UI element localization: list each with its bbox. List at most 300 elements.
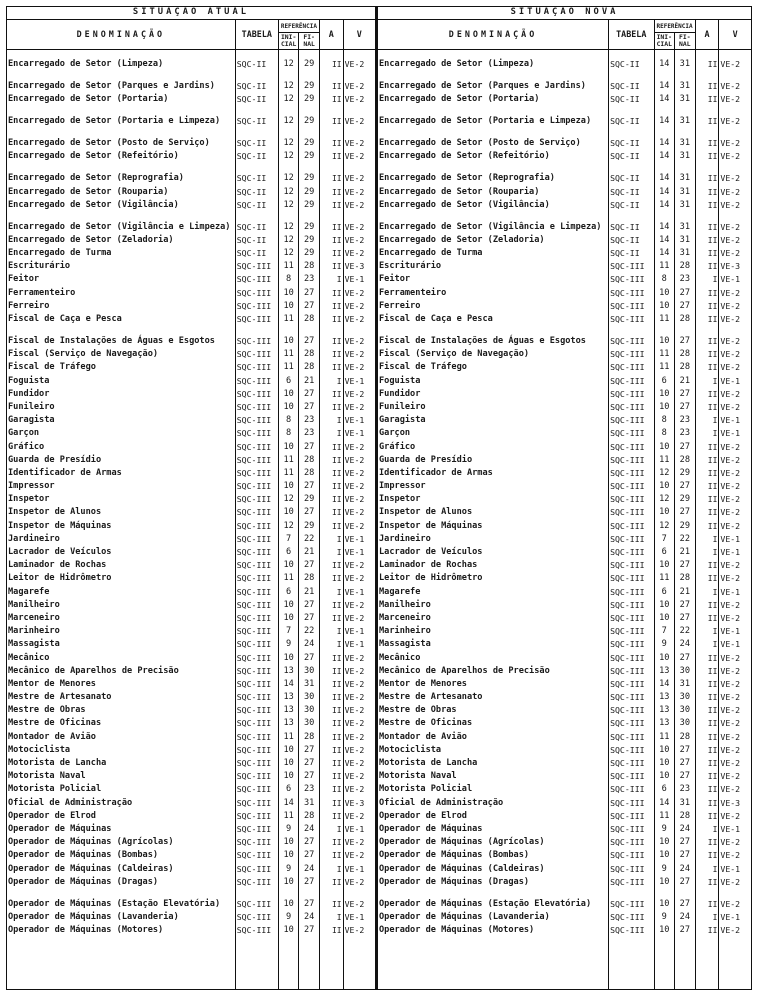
- a-cell: II: [695, 91, 719, 104]
- v-cell: VE-2: [719, 210, 752, 232]
- tabela-cell: SQC-III: [609, 861, 654, 874]
- denominacao-cell: Oficial de Administração: [8, 797, 133, 808]
- ref-final-cell: 30: [675, 702, 696, 715]
- ref-final-cell: 30: [675, 689, 696, 702]
- ref-inicial-cell: 14: [654, 56, 675, 69]
- ref-inicial-cell: 14: [654, 232, 675, 245]
- table-row: [7, 272, 376, 285]
- ref-inicial-cell: 14: [278, 676, 299, 689]
- tabela-cell: SQC-III: [609, 702, 654, 715]
- v-cell: VE-2: [343, 570, 375, 583]
- denominacao-cell: Motorista Naval: [379, 771, 457, 782]
- denominacao-cell: Manilheiro: [8, 599, 60, 610]
- tabela-cell: SQC-III: [609, 610, 654, 623]
- denominacao-cell: Funileiro: [8, 401, 55, 412]
- a-cell: II: [319, 570, 343, 583]
- ref-inicial-cell: 8: [278, 412, 299, 425]
- denominacao-cell: Operador de Máquinas (Lavanderia): [379, 911, 550, 922]
- a-cell: II: [319, 465, 343, 478]
- ref-inicial-cell: 13: [278, 702, 299, 715]
- tabela-cell: SQC-II: [609, 184, 654, 197]
- tabela-cell: SQC-III: [235, 922, 278, 935]
- table-row: [377, 285, 752, 298]
- col-inicial: INI-CIAL: [278, 33, 299, 50]
- v-cell: VE-1: [343, 544, 375, 557]
- ref-inicial-cell: 14: [654, 210, 675, 232]
- denominacao-cell: Mecânico de Aparelhos de Precisão: [379, 665, 550, 676]
- a-cell: II: [319, 795, 343, 808]
- ref-final-cell: 30: [299, 716, 320, 729]
- a-cell: II: [695, 650, 719, 663]
- a-cell: II: [695, 887, 719, 909]
- v-cell: VE-1: [343, 412, 375, 425]
- denominacao-cell: Ferreiro: [379, 300, 421, 311]
- tabela-cell: SQC-III: [609, 557, 654, 570]
- table-row: [377, 210, 752, 232]
- ref-final-cell: 24: [675, 909, 696, 922]
- ref-inicial-cell: 10: [654, 597, 675, 610]
- v-cell: VE-2: [719, 386, 752, 399]
- tabela-cell: SQC-III: [609, 373, 654, 386]
- denominacao-cell: Encarregado de Setor (Portaria e Limpeza): [379, 116, 592, 127]
- v-cell: VE-2: [719, 610, 752, 623]
- right-section-title: SITUAÇÃO NOVA: [377, 7, 752, 20]
- table-row: [377, 439, 752, 452]
- tabela-cell: SQC-III: [235, 676, 278, 689]
- table-row: [377, 922, 752, 935]
- ref-final-cell: 27: [299, 650, 320, 663]
- tabela-cell: SQC-II: [235, 56, 278, 69]
- ref-inicial-cell: 10: [278, 597, 299, 610]
- ref-inicial-cell: 11: [278, 452, 299, 465]
- denominacao-cell: Gráfico: [8, 441, 45, 452]
- col-final: FI-NAL: [299, 33, 320, 50]
- table-row: [7, 847, 376, 860]
- denominacao-cell: Operador de Máquinas (Motores): [8, 925, 164, 936]
- ref-inicial-cell: 6: [654, 584, 675, 597]
- ref-final-cell: 23: [299, 412, 320, 425]
- a-cell: II: [695, 610, 719, 623]
- v-cell: VE-1: [343, 909, 375, 922]
- denominacao-cell: Marinheiro: [8, 626, 60, 637]
- table-row: [7, 922, 376, 935]
- tabela-cell: SQC-III: [235, 663, 278, 676]
- ref-final-cell: 31: [299, 676, 320, 689]
- ref-final-cell: 27: [675, 834, 696, 847]
- denominacao-cell: Ferreiro: [8, 300, 50, 311]
- denominacao-cell: Operador de Máquinas (Estação Elevatória): [379, 898, 592, 909]
- ref-final-cell: 23: [675, 425, 696, 438]
- table-row: [377, 56, 752, 69]
- a-cell: II: [319, 69, 343, 91]
- ref-inicial-cell: 12: [654, 465, 675, 478]
- v-cell: VE-1: [719, 373, 752, 386]
- table-row: [7, 465, 376, 478]
- tabela-cell: SQC-III: [235, 373, 278, 386]
- v-cell: VE-2: [719, 311, 752, 324]
- v-cell: VE-2: [719, 742, 752, 755]
- a-cell: II: [319, 755, 343, 768]
- tabela-cell: SQC-III: [235, 909, 278, 922]
- a-cell: II: [695, 104, 719, 126]
- ref-inicial-cell: 10: [278, 742, 299, 755]
- ref-inicial-cell: 10: [278, 505, 299, 518]
- a-cell: II: [695, 210, 719, 232]
- tabela-cell: SQC-III: [235, 729, 278, 742]
- tabela-cell: SQC-III: [609, 439, 654, 452]
- ref-final-cell: 27: [675, 439, 696, 452]
- a-cell: II: [695, 663, 719, 676]
- table-row: [7, 742, 376, 755]
- tabela-cell: SQC-II: [609, 91, 654, 104]
- ref-final-cell: 28: [299, 729, 320, 742]
- a-cell: II: [319, 386, 343, 399]
- denominacao-cell: Inspetor: [8, 494, 50, 505]
- a-cell: II: [319, 197, 343, 210]
- a-cell: II: [319, 210, 343, 232]
- table-row: [377, 781, 752, 794]
- tabela-cell: SQC-II: [235, 126, 278, 148]
- ref-inicial-cell: 6: [654, 781, 675, 794]
- denominacao-cell: Jardineiro: [8, 533, 60, 544]
- v-cell: VE-2: [343, 465, 375, 478]
- denominacao-cell: Jardineiro: [379, 533, 431, 544]
- ref-inicial-cell: 10: [654, 298, 675, 311]
- table-row: [377, 570, 752, 583]
- ref-inicial-cell: 8: [278, 425, 299, 438]
- ref-inicial-cell: 11: [278, 465, 299, 478]
- a-cell: II: [695, 922, 719, 935]
- table-row: [377, 702, 752, 715]
- a-cell: II: [319, 91, 343, 104]
- a-cell: II: [695, 359, 719, 372]
- ref-final-cell: 28: [675, 729, 696, 742]
- ref-final-cell: 24: [675, 821, 696, 834]
- table-row: [377, 478, 752, 491]
- denominacao-cell: Massagista: [379, 639, 431, 650]
- a-cell: II: [319, 491, 343, 504]
- tabela-cell: SQC-II: [235, 210, 278, 232]
- a-cell: II: [695, 69, 719, 91]
- tabela-cell: SQC-II: [235, 69, 278, 91]
- ref-final-cell: 31: [675, 148, 696, 161]
- v-cell: VE-1: [343, 531, 375, 544]
- a-cell: II: [319, 104, 343, 126]
- tabela-cell: SQC-III: [235, 689, 278, 702]
- ref-final-cell: 28: [299, 346, 320, 359]
- ref-final-cell: 24: [299, 861, 320, 874]
- ref-final-cell: 31: [675, 126, 696, 148]
- v-cell: VE-2: [343, 197, 375, 210]
- denominacao-cell: Massagista: [8, 639, 60, 650]
- ref-final-cell: 27: [299, 285, 320, 298]
- v-cell: VE-2: [719, 847, 752, 860]
- ref-final-cell: 29: [299, 245, 320, 258]
- ref-final-cell: 29: [675, 491, 696, 504]
- ref-final-cell: 28: [299, 452, 320, 465]
- v-cell: VE-2: [719, 663, 752, 676]
- table-row: [377, 148, 752, 161]
- denominacao-cell: Marceneiro: [379, 612, 431, 623]
- a-cell: II: [695, 386, 719, 399]
- table-row: [7, 650, 376, 663]
- v-cell: VE-2: [719, 324, 752, 346]
- table-row: [7, 610, 376, 623]
- table-row: [377, 232, 752, 245]
- tabela-cell: SQC-III: [235, 531, 278, 544]
- denominacao-cell: Operador de Máquinas (Bombas): [8, 850, 159, 861]
- a-cell: I: [319, 425, 343, 438]
- v-cell: VE-2: [343, 847, 375, 860]
- ref-final-cell: 28: [675, 452, 696, 465]
- v-cell: VE-2: [719, 768, 752, 781]
- table-row: [377, 909, 752, 922]
- ref-inicial-cell: 11: [654, 729, 675, 742]
- table-row: [7, 518, 376, 531]
- denominacao-cell: Mestre de Oficinas: [8, 718, 102, 729]
- denominacao-cell: Encarregado de Setor (Parques e Jardins): [8, 80, 215, 91]
- v-cell: VE-2: [719, 887, 752, 909]
- table-row: [7, 126, 376, 148]
- tabela-cell: SQC-III: [235, 755, 278, 768]
- table-row: [7, 91, 376, 104]
- tabela-cell: SQC-III: [609, 311, 654, 324]
- a-cell: II: [695, 808, 719, 821]
- ref-final-cell: 31: [675, 91, 696, 104]
- denominacao-cell: Inspetor de Máquinas: [8, 520, 112, 531]
- table-row: [377, 272, 752, 285]
- tabela-cell: SQC-II: [609, 245, 654, 258]
- ref-inicial-cell: 14: [654, 795, 675, 808]
- ref-inicial-cell: 7: [654, 531, 675, 544]
- col-denominacao: DENOMINAÇÃO: [7, 20, 236, 50]
- v-cell: VE-2: [343, 650, 375, 663]
- tabela-cell: SQC-III: [609, 505, 654, 518]
- table-row: [377, 162, 752, 184]
- v-cell: VE-1: [719, 425, 752, 438]
- v-cell: VE-1: [343, 821, 375, 834]
- a-cell: II: [319, 650, 343, 663]
- table-row: [377, 505, 752, 518]
- table-row: [377, 531, 752, 544]
- a-cell: I: [319, 272, 343, 285]
- tabela-cell: SQC-III: [609, 272, 654, 285]
- table-row: [377, 623, 752, 636]
- v-cell: VE-2: [343, 245, 375, 258]
- ref-inicial-cell: 14: [654, 245, 675, 258]
- ref-inicial-cell: 10: [278, 478, 299, 491]
- table-row: [377, 716, 752, 729]
- a-cell: II: [695, 742, 719, 755]
- denominacao-cell: Operador de Máquinas (Estação Elevatória): [8, 898, 221, 909]
- a-cell: I: [695, 531, 719, 544]
- a-cell: II: [319, 874, 343, 887]
- ref-inicial-cell: 12: [278, 197, 299, 210]
- ref-final-cell: 28: [675, 359, 696, 372]
- tabela-cell: SQC-III: [235, 636, 278, 649]
- ref-inicial-cell: 10: [654, 834, 675, 847]
- tabela-cell: SQC-III: [609, 465, 654, 478]
- a-cell: II: [319, 729, 343, 742]
- tabela-cell: SQC-II: [235, 162, 278, 184]
- tabela-cell: SQC-III: [609, 544, 654, 557]
- tabela-cell: SQC-III: [235, 258, 278, 271]
- ref-final-cell: 23: [675, 272, 696, 285]
- v-cell: VE-2: [343, 781, 375, 794]
- a-cell: II: [319, 346, 343, 359]
- ref-inicial-cell: 12: [278, 184, 299, 197]
- col-denominacao: DENOMINAÇÃO: [377, 20, 609, 50]
- tabela-cell: SQC-II: [609, 232, 654, 245]
- table-row: [7, 412, 376, 425]
- v-cell: VE-2: [719, 729, 752, 742]
- ref-inicial-cell: 9: [278, 636, 299, 649]
- a-cell: II: [695, 702, 719, 715]
- denominacao-cell: Encarregado de Setor (Rouparia): [8, 186, 169, 197]
- tabela-cell: SQC-III: [609, 425, 654, 438]
- tabela-cell: SQC-II: [235, 148, 278, 161]
- denominacao-cell: Mestre de Obras: [379, 705, 457, 716]
- table-row: [377, 676, 752, 689]
- ref-final-cell: 27: [675, 922, 696, 935]
- table-row: [7, 162, 376, 184]
- tabela-cell: SQC-III: [235, 768, 278, 781]
- ref-inicial-cell: 11: [278, 311, 299, 324]
- tabela-cell: SQC-II: [609, 56, 654, 69]
- ref-final-cell: 31: [675, 162, 696, 184]
- table-row: [377, 399, 752, 412]
- v-cell: VE-2: [343, 663, 375, 676]
- table-row: [7, 636, 376, 649]
- denominacao-cell: Encarregado de Setor (Limpeza): [379, 58, 535, 69]
- a-cell: II: [695, 439, 719, 452]
- ref-inicial-cell: 10: [654, 922, 675, 935]
- ref-inicial-cell: 8: [654, 412, 675, 425]
- ref-final-cell: 29: [299, 197, 320, 210]
- ref-final-cell: 27: [299, 922, 320, 935]
- ref-final-cell: 29: [299, 232, 320, 245]
- ref-final-cell: 22: [675, 531, 696, 544]
- a-cell: II: [319, 689, 343, 702]
- ref-final-cell: 28: [299, 311, 320, 324]
- v-cell: VE-3: [343, 795, 375, 808]
- table-row: [377, 373, 752, 386]
- situacao-nova-table: [376, 6, 752, 990]
- denominacao-cell: Leitor de Hidrômetro: [379, 573, 483, 584]
- tabela-cell: SQC-III: [235, 781, 278, 794]
- v-cell: VE-2: [343, 210, 375, 232]
- a-cell: II: [695, 197, 719, 210]
- situacao-atual-table: [6, 6, 376, 990]
- v-cell: VE-2: [719, 874, 752, 887]
- ref-inicial-cell: 11: [654, 346, 675, 359]
- ref-final-cell: 22: [299, 531, 320, 544]
- v-cell: VE-2: [719, 298, 752, 311]
- v-cell: VE-2: [719, 285, 752, 298]
- table-row: [377, 311, 752, 324]
- v-cell: VE-2: [343, 69, 375, 91]
- ref-inicial-cell: 13: [654, 689, 675, 702]
- ref-inicial-cell: 10: [278, 557, 299, 570]
- a-cell: II: [695, 689, 719, 702]
- ref-final-cell: 24: [299, 821, 320, 834]
- v-cell: VE-2: [343, 505, 375, 518]
- table-row: [7, 439, 376, 452]
- v-cell: VE-1: [719, 412, 752, 425]
- ref-inicial-cell: 10: [654, 650, 675, 663]
- tabela-cell: SQC-III: [235, 518, 278, 531]
- denominacao-cell: Encarregado de Setor (Refeitório): [8, 151, 179, 162]
- ref-inicial-cell: 10: [278, 399, 299, 412]
- table-row: [7, 874, 376, 887]
- ref-final-cell: 30: [299, 689, 320, 702]
- ref-final-cell: 28: [299, 465, 320, 478]
- table-row: [7, 887, 376, 909]
- ref-inicial-cell: 12: [278, 126, 299, 148]
- v-cell: VE-1: [343, 425, 375, 438]
- ref-final-cell: 27: [299, 597, 320, 610]
- tabela-cell: SQC-III: [609, 570, 654, 583]
- a-cell: II: [695, 768, 719, 781]
- v-cell: VE-2: [719, 922, 752, 935]
- ref-final-cell: 28: [675, 258, 696, 271]
- denominacao-cell: Identificador de Armas: [8, 467, 122, 478]
- v-cell: VE-2: [719, 755, 752, 768]
- denominacao-cell: Encarregado de Setor (Posto de Serviço): [8, 138, 210, 149]
- ref-inicial-cell: 14: [654, 197, 675, 210]
- tabela-cell: SQC-III: [235, 702, 278, 715]
- a-cell: II: [695, 781, 719, 794]
- denominacao-cell: Operador de Máquinas: [379, 823, 483, 834]
- a-cell: I: [319, 584, 343, 597]
- a-cell: II: [695, 491, 719, 504]
- tabela-cell: SQC-III: [235, 584, 278, 597]
- denominacao-cell: Foguista: [8, 375, 50, 386]
- ref-inicial-cell: 10: [654, 742, 675, 755]
- ref-inicial-cell: 10: [654, 505, 675, 518]
- table-row: [377, 104, 752, 126]
- a-cell: II: [319, 245, 343, 258]
- v-cell: VE-2: [343, 597, 375, 610]
- table-row: [7, 148, 376, 161]
- v-cell: VE-2: [343, 359, 375, 372]
- ref-final-cell: 21: [675, 584, 696, 597]
- a-cell: II: [695, 847, 719, 860]
- a-cell: II: [319, 742, 343, 755]
- ref-inicial-cell: 10: [278, 847, 299, 860]
- v-cell: VE-1: [719, 623, 752, 636]
- table-row: [377, 491, 752, 504]
- ref-final-cell: 28: [675, 808, 696, 821]
- ref-inicial-cell: 9: [654, 636, 675, 649]
- v-cell: VE-2: [719, 232, 752, 245]
- ref-final-cell: 27: [675, 755, 696, 768]
- denominacao-cell: Manilheiro: [379, 599, 431, 610]
- a-cell: II: [319, 232, 343, 245]
- a-cell: II: [319, 452, 343, 465]
- table-row: [7, 478, 376, 491]
- tabela-cell: SQC-III: [235, 359, 278, 372]
- ref-inicial-cell: 14: [278, 795, 299, 808]
- table-row: [7, 768, 376, 781]
- table-row: [7, 570, 376, 583]
- denominacao-cell: Operador de Máquinas (Motores): [379, 925, 535, 936]
- denominacao-cell: Marinheiro: [379, 626, 431, 637]
- tabela-cell: SQC-III: [609, 808, 654, 821]
- v-cell: VE-2: [343, 874, 375, 887]
- table-row: [7, 56, 376, 69]
- ref-final-cell: 27: [299, 478, 320, 491]
